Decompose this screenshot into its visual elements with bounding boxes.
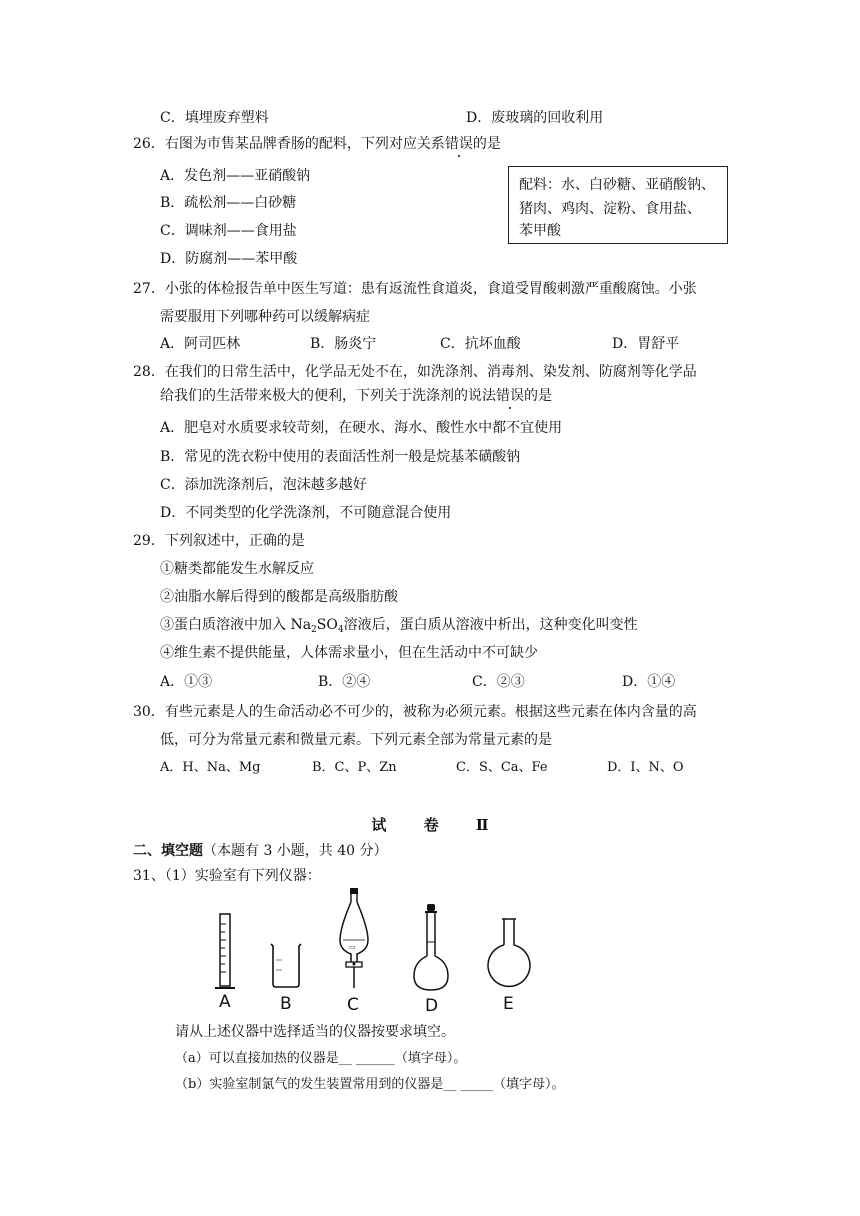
q26-stem-tail: 的是 <box>472 136 501 152</box>
volumetric-flask-icon <box>410 904 452 994</box>
q29-s3-text: ③蛋白质溶液中加入 Na <box>160 617 312 633</box>
q26-stem <box>133 134 501 154</box>
q26-option-a: A．发色剂——亚硝酸钠 <box>160 168 311 184</box>
q30-option-a: A．H、Na、Mg <box>160 760 261 775</box>
q28-stem-line-1: 28．在我们的日常生活中，化学品无处不在，如洗涤剂、消毒剂、染发剂、防腐剂等化学品 <box>133 364 697 380</box>
q29-s3-so: SO <box>316 617 338 633</box>
graduated-cylinder-icon <box>211 910 239 992</box>
q30-stem-line-1: 30．有些元素是人的生命活动必不可少的，被称为必须元素。根据这些元素在体内含量的高 <box>133 704 697 720</box>
part-2-title-char-1: 试 <box>371 816 387 834</box>
q30-option-c: C．S、Ca、Fe <box>456 760 548 775</box>
q28-option-d: D．不同类型的化学洗涤剂，不可随意混合使用 <box>160 505 452 521</box>
apparatus-label-a: A <box>219 992 231 1012</box>
q28-option-a: A．肥皂对水质要求较苛刻，在硬水、海水、酸性水中都不宜使用 <box>160 420 563 436</box>
apparatus-label-e: E <box>503 994 514 1014</box>
q28-emphasis: 错误 <box>496 388 524 404</box>
q27-option-a: A．阿司匹林 <box>160 336 241 352</box>
q29-stem: 29．下列叙述中，正确的是 <box>133 533 305 549</box>
section-2-heading <box>133 841 388 861</box>
q31-answer-a-blank[interactable]: __ ______ <box>338 1051 395 1066</box>
q26-option-b: B．疏松剂——白砂糖 <box>160 195 297 211</box>
q29-statement-4: ④维生素不提供能量，人体需求量小，但在生活动中不可缺少 <box>160 645 538 661</box>
q29-s3-subscript-2: 4 <box>337 625 344 635</box>
q29-statement-1: ①糖类都能发生水解反应 <box>160 561 314 577</box>
q26-option-d: D．防腐剂——苯甲酸 <box>160 251 298 267</box>
svg-text:▭: ▭ <box>349 943 356 951</box>
apparatus-label-c: C <box>347 995 359 1015</box>
part-2-title-char-2: 卷 <box>423 816 439 834</box>
part-2-title-char-3: Ⅱ <box>475 816 489 834</box>
q28-stem-text: 给我们的生活带来极大的便利，下列关于洗涤剂的说法 <box>160 388 496 404</box>
q31-question-a-text: （a）可以直接加热的仪器是 <box>175 1051 339 1066</box>
apparatus-label-b: B <box>280 994 292 1014</box>
q29-option-c: C．②③ <box>472 674 525 690</box>
q29-statement-3 <box>160 615 638 637</box>
ingredients-box <box>508 166 728 244</box>
q29-option-d: D．①④ <box>622 674 676 690</box>
q30-stem-line-2: 低，可分为常量元素和微量元素。下列元素全部为常量元素的是 <box>160 732 552 748</box>
q31-question-a <box>175 1049 466 1069</box>
q31-instruction: 请从上述仪器中选择适当的仪器按要求填空。 <box>175 1024 455 1040</box>
q27-option-b: B．肠炎宁 <box>310 336 377 352</box>
q27-stem-line-1: 27．小张的体检报告单中医生写道：患有返流性食道炎，食道受胃酸刺激严重酸腐蚀。小张 <box>133 281 697 297</box>
q26-emphasis: 错误 <box>444 136 473 152</box>
q31-question-b-text: （b）实验室制氯气的发生装置常用到的仪器是 <box>175 1077 444 1092</box>
q26-option-c: C．调味剂——食用盐 <box>160 223 297 239</box>
q28-stem-line-2 <box>160 386 552 406</box>
section-2-note: （本题有 3 小题，共 40 分） <box>203 843 388 859</box>
q29-statement-2: ②油脂水解后得到的酸都是高级脂肪酸 <box>160 589 398 605</box>
q29-s3-tail: 溶液后，蛋白质从溶液中析出，这种变化叫变性 <box>343 617 638 633</box>
beaker-icon <box>266 940 306 990</box>
q28-option-b: B．常见的洗衣粉中使用的表面活性剂一般是烷基苯磺酸钠 <box>160 449 521 465</box>
round-bottom-flask-icon <box>484 915 534 991</box>
q31-question-a-tail: （填字母）。 <box>394 1051 467 1066</box>
q25-option-d: D．废玻璃的回收利用 <box>466 110 604 126</box>
q31-answer-b-blank[interactable]: __ _____ <box>443 1077 493 1092</box>
ingredients-line-1: 配料：水、白砂糖、亚硝酸钠、 <box>519 177 715 193</box>
ingredients-line-2: 猪肉、鸡肉、淀粉、食用盐、 <box>519 201 701 217</box>
q28-stem-tail: 的是 <box>524 388 552 404</box>
q27-option-c: C．抗坏血酸 <box>440 336 521 352</box>
apparatus-label-d: D <box>425 996 439 1016</box>
q27-stem-line-2: 需要服用下列哪种药可以缓解病症 <box>160 309 370 325</box>
q31-question-b <box>175 1075 564 1095</box>
section-2-title: 二、填空题 <box>133 843 203 859</box>
ingredients-line-3: 苯甲酸 <box>519 223 561 239</box>
q29-option-a: A．①③ <box>160 674 213 690</box>
q29-s3-subscript-1: 2 <box>311 625 317 635</box>
q31-stem: 31、（1）实验室有下列仪器： <box>133 868 321 884</box>
separatory-funnel-icon <box>334 888 374 994</box>
q26-stem-text: 26．右图为市售某品牌香肠的配料，下列对应关系 <box>133 136 445 152</box>
q28-option-c: C．添加洗涤剂后，泡沫越多越好 <box>160 477 367 493</box>
q29-option-b: B．②④ <box>318 674 371 690</box>
q30-option-d: D．I、N、O <box>607 760 684 775</box>
q25-option-c: C．填埋废弃塑料 <box>160 110 269 126</box>
q31-question-b-tail: （填字母）。 <box>492 1077 565 1092</box>
q30-option-b: B．C、P、Zn <box>312 760 397 775</box>
part-2-title <box>0 814 860 835</box>
q27-option-d: D．胃舒平 <box>612 336 680 352</box>
